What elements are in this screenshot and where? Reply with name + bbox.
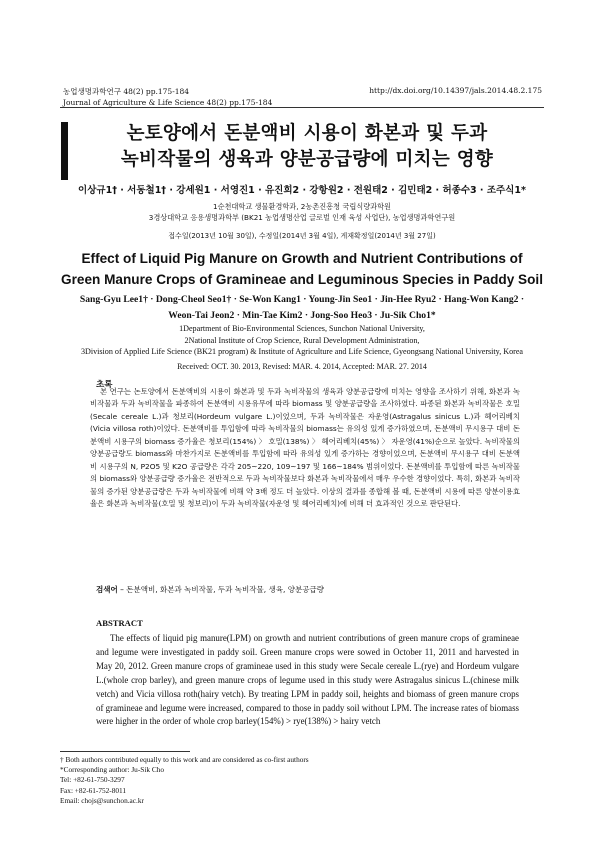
korean-authors: 이상규1† · 서동철1† · 강세원1 · 서영진1 · 유진희2 · 강항원2 · 전원태2 · 김민태2 · 허종수3 · 조주식1*: [78, 185, 526, 196]
english-authors-line: Weon-Tai Jeon2 · Min-Tae Kim2 · Jong-Soo Heo3 · Ju-Sik Cho1*: [168, 310, 436, 321]
keywords-text: – 돈분액비, 화본과 녹비작물, 두과 녹비작물, 생육, 양분공급량: [120, 585, 324, 594]
korean-affiliation-line: 3경상대학교 응용생명과학부 (BK21 농업생명산업 글로벌 인재 육성 사업단), 농업생명과학연구원: [148, 213, 456, 222]
korean-title-line: 논토양에서 돈분액비 시용이 화본과 및 두과: [126, 123, 488, 144]
english-abstract-heading: ABSTRACT: [96, 618, 143, 628]
keywords-label: 검색어: [96, 585, 118, 594]
english-affiliation-line: 2National Institute of Crop Science, Rural Development Administration,: [184, 335, 420, 345]
english-title: [60, 248, 544, 290]
english-title-line: Green Manure Crops of Gramineae and Leguminous Species in Paddy Soil: [61, 272, 543, 287]
footnotes: [60, 755, 309, 806]
korean-abstract-heading: 초록: [96, 380, 113, 390]
keywords: [96, 584, 324, 595]
english-affiliation-line: 1Department of Bio-Environmental Sciences, Sunchon National University,: [179, 324, 425, 333]
korean-abstract: [90, 386, 520, 511]
korean-affiliations: [60, 201, 544, 223]
journal-name-english: Journal of Agriculture & Life Science 48(2) pp.175-184: [63, 98, 273, 107]
running-header: [63, 86, 272, 108]
korean-dates: 접수일(2013년 10월 30일), 수정일(2014년 3월 4일), 게재확정일(2014년 3월 27일): [168, 232, 436, 240]
footnote-co-first: † Both authors contributed equally to this work and are considered as co-first authors: [60, 755, 309, 764]
english-affiliation-line: 3Division of Applied Life Science (BK21 program) & Institute of Agriculture and Life Science, Gyeongsang National University, Korea: [80, 347, 524, 356]
footnote-tel: Tel: +82-61-750-3297: [60, 775, 125, 785]
korean-abstract-text: 본 연구는 논토양에서 돈분액비의 시용이 화본과 및 두과 녹비작물의 생육과 양분공급량에 미치는 영향을 조사하기 위해, 화본과 녹비작물과 두과 녹비작물을 파종하여 돈분액비 시용유무에 따라 biomass 및 양분공급량을 조사하였다. 파종된 화본과 녹비작물은 호밀(Secale cereale L.)과 청보리(Hordeum vulgare L.)이었으며, 두과 녹비작물은 자운영(Astragalus sinicus L.)과 헤어리베치(Vicia villosa roth)이었다. 돈분액비를 투입함에 따라 녹비작물의 biomass는 유의성 있게 증가하였으며, 돈분액비 무시용구 대비 돈분액비 시용구의 biomass 증가율은 청보리(154%) 〉 호밀(138%) 〉 헤어리베치(45%) 〉 자운영(41%)순으로 높았다. 녹비작물의 양분공급량도 biomass와 마찬가지로 돈분액비를 투입함에 따라 유의성 있게 증가하는 경향이었으며, 돈분액비 무시용구 대비 돈분액비 시용구의 N, P2O5 및 K2O 공급량은 각각 205~220, 109~197 및 166~184% 범위이었다. 돈분액비를 투입함에 따른 녹비작물의 biomass와 양분공급량 증가율은 전반적으로 두과 녹비작물보다 화본과 녹비작물에서 매우 우수한 경향이었다. 특히, 화본과 녹비작물의 증가된 양분공급량은 두과 녹비작물에 비해 약 3배 정도 더 높았다. 이상의 결과를 종합해 볼 때, 돈분액비 시용에 따른 양분이용효율은 화본과 녹비작물(호밀 및 청보리)이 두과 녹비작물(자운영 및 헤어리베치)에 비해 더 효과적인 것으로 판단된다.: [90, 387, 520, 509]
english-dates: Received: OCT. 30. 2013, Revised: MAR. 4. 2014, Accepted: MAR. 27. 2014: [177, 362, 427, 371]
korean-title: [70, 121, 544, 173]
english-authors-line: Sang-Gyu Lee1† · Dong-Cheol Seo1† · Se-Won Kang1 · Young-Jin Seo1 · Jin-Hee Ryu2 · Hang-Won Kang2 ·: [79, 294, 525, 305]
footnote-corresponding: *Corresponding author: Ju-Sik Cho: [60, 765, 164, 775]
doi-link[interactable]: http://dx.doi.org/10.14397/jals.2014.48.2.175: [369, 86, 542, 95]
english-abstract-text: The effects of liquid pig manure(LPM) on growth and nutrient contributions of green manure crops of gramineae and legume were investigated in paddy soil. Green manure crops were sowed in October 11, 2011 and harvested in May 20, 2012. Green manure crops of gramineae used in this study were Secale cereale L.(rye) and Hordeum vulgare L.(whole crop barley), and green manure crops of legume used in this study were Astragalus sinicus L.(chinese milk vetch) and Vicia villosa roth(hairy vetch). By treating LPM in paddy soil, heights and biomass of green manure crops of gramineae and legume were increased, compared to those in paddy soil without LPM. The increase rates of biomass were higher in the order of whole crop barley(154%) > rye(138%) > hairy vetch: [96, 633, 519, 727]
english-title-line: Effect of Liquid Pig Manure on Growth and Nutrient Contributions of: [81, 251, 523, 266]
english-affiliations: [60, 323, 544, 358]
korean-affiliation-line: 1순천대학교 생물환경학과, 2농촌진흥청 국립식량과학원: [213, 202, 391, 211]
footnote-email[interactable]: Email: chojs@sunchon.ac.kr: [60, 795, 144, 805]
header-divider: [60, 107, 544, 108]
title-accent-bar: [61, 122, 68, 180]
footnote-fax: Fax: +82-61-752-8011: [60, 785, 127, 795]
journal-name-korean: 농업생명과학연구 48(2) pp.175-184: [63, 87, 190, 96]
english-abstract: [96, 632, 519, 729]
footnote-divider: [60, 751, 190, 752]
english-authors: [60, 292, 544, 324]
korean-title-line: 녹비작물의 생육과 양분공급량에 미치는 영향: [120, 149, 494, 170]
